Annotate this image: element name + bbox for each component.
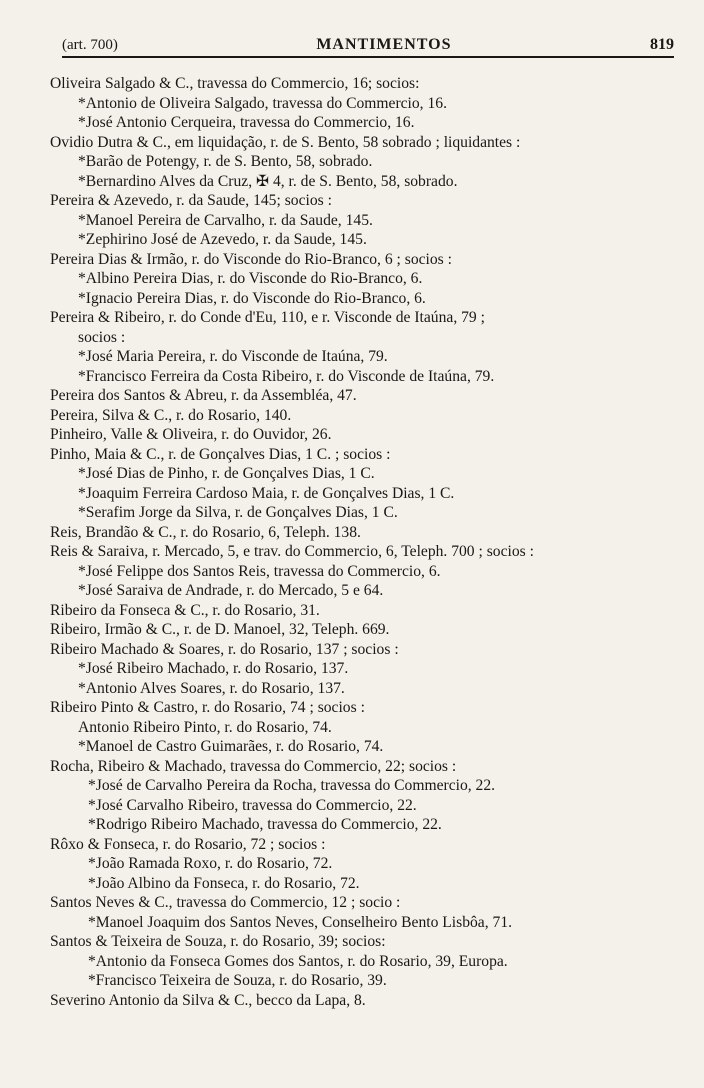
partner-entry: *Bernardino Alves da Cruz, ✠ 4, r. de S. Bento, 58, sobrado. xyxy=(78,172,458,190)
partner-entry: *José Maria Pereira, r. do Visconde de Itaúna, 79. xyxy=(78,348,388,365)
partner-entry: *Barão de Potengy, r. de S. Bento, 58, sobrado. xyxy=(78,153,373,170)
firm-entry: Ribeiro, Irmão & C., r. de D. Manoel, 32, Teleph. 669. xyxy=(50,621,390,638)
partner-entry: socios : xyxy=(78,328,126,346)
firm-entry: Pinho, Maia & C., r. de Gonçalves Dias, 1 C. ; socios : xyxy=(50,445,391,463)
partner-entry: *Manoel Pereira de Carvalho, r. da Saude, 145. xyxy=(78,211,373,229)
firm-entry: Pereira & Azevedo, r. da Saude, 145; socios : xyxy=(50,192,332,209)
page-number: 819 xyxy=(649,36,674,53)
partner-entry: *Antonio de Oliveira Salgado, travessa do Commercio, 16. xyxy=(78,94,447,112)
firm-entry: Pereira & Ribeiro, r. do Conde d'Eu, 110, e r. Visconde de Itaúna, 79 ; xyxy=(50,309,485,326)
partner-entry: *Joaquim Ferreira Cardoso Maia, r. de Gonçalves Dias, 1 C. xyxy=(78,484,455,502)
partner-entry: *Francisco Teixeira de Souza, r. do Rosario, 39. xyxy=(88,972,387,989)
partner-entry: *Antonio da Fonseca Gomes dos Santos, r. do Rosario, 39, Europa. xyxy=(88,952,508,970)
article-reference: (art. 700) xyxy=(62,37,118,53)
firm-entry: Reis & Saraiva, r. Mercado, 5, e trav. do Commercio, 6, Teleph. 700 ; socios : xyxy=(50,543,534,560)
partner-entry: Antonio Ribeiro Pinto, r. do Rosario, 74. xyxy=(78,718,332,736)
firm-entry: Ribeiro Pinto & Castro, r. do Rosario, 74 ; socios : xyxy=(50,699,365,716)
firm-entry: Pereira Dias & Irmão, r. do Visconde do Rio-Branco, 6 ; socios : xyxy=(50,250,452,268)
firm-entry: Rocha, Ribeiro & Machado, travessa do Commercio, 22; socios : xyxy=(50,757,457,775)
partner-entry: *Antonio Alves Soares, r. do Rosario, 137. xyxy=(78,679,345,697)
partner-entry: *José Saraiva de Andrade, r. do Mercado, 5 e 64. xyxy=(78,582,384,599)
firm-entry: Santos & Teixeira de Souza, r. do Rosario, 39; socios: xyxy=(50,933,386,950)
firm-entry: Oliveira Salgado & C., travessa do Commercio, 16; socios: xyxy=(50,75,420,92)
partner-entry: *Serafim Jorge da Silva, r. de Gonçalves Dias, 1 C. xyxy=(78,504,398,521)
partner-entry: *José Carvalho Ribeiro, travessa do Commercio, 22. xyxy=(88,796,417,814)
partner-entry: *José Ribeiro Machado, r. do Rosario, 137. xyxy=(78,660,349,677)
partner-entry: *João Albino da Fonseca, r. do Rosario, 72. xyxy=(88,874,360,892)
partner-entry: *Manoel Joaquim dos Santos Neves, Conselheiro Bento Lisbôa, 71. xyxy=(88,913,513,931)
partner-entry: *Zephirino José de Azevedo, r. da Saude, 145. xyxy=(78,231,367,248)
firm-entry: Santos Neves & C., travessa do Commercio, 12 ; socio : xyxy=(50,894,401,911)
partner-entry: *João Ramada Roxo, r. do Rosario, 72. xyxy=(88,855,333,872)
partner-entry: *Ignacio Pereira Dias, r. do Visconde do Rio-Branco, 6. xyxy=(78,289,426,307)
firm-entry: Severino Antonio da Silva & C., becco da Lapa, 8. xyxy=(50,991,366,1009)
partner-entry: *José Dias de Pinho, r. de Gonçalves Dias, 1 C. xyxy=(78,465,375,482)
firm-entry: Rôxo & Fonseca, r. do Rosario, 72 ; socios : xyxy=(50,835,326,853)
partner-entry: *Albino Pereira Dias, r. do Visconde do Rio-Branco, 6. xyxy=(78,270,423,287)
firm-entry: Pereira, Silva & C., r. do Rosario, 140. xyxy=(50,406,292,424)
partner-entry: *José de Carvalho Pereira da Rocha, travessa do Commercio, 22. xyxy=(88,777,496,794)
section-title: MANTIMENTOS xyxy=(316,36,452,53)
firm-entry: Ribeiro da Fonseca & C., r. do Rosario, 31. xyxy=(50,601,320,619)
page-header xyxy=(62,26,674,58)
partner-entry: *Francisco Ferreira da Costa Ribeiro, r. do Visconde de Itaúna, 79. xyxy=(78,367,495,385)
partner-entry: *José Antonio Cerqueira, travessa do Commercio, 16. xyxy=(78,114,415,131)
firm-entry: Pinheiro, Valle & Oliveira, r. do Ouvidor, 26. xyxy=(50,426,332,443)
partner-entry: *Manoel de Castro Guimarães, r. do Rosario, 74. xyxy=(78,738,384,755)
partner-entry: *Rodrigo Ribeiro Machado, travessa do Commercio, 22. xyxy=(88,816,442,833)
firm-entry: Reis, Brandão & C., r. do Rosario, 6, Teleph. 138. xyxy=(50,523,361,541)
firm-entry: Ribeiro Machado & Soares, r. do Rosario, 137 ; socios : xyxy=(50,640,399,658)
firm-entry: Ovidio Dutra & C., em liquidação, r. de S. Bento, 58 sobrado ; liquidantes : xyxy=(50,133,521,151)
partner-entry: *José Felippe dos Santos Reis, travessa do Commercio, 6. xyxy=(78,562,441,580)
firm-entry: Pereira dos Santos & Abreu, r. da Assembléa, 47. xyxy=(50,387,357,404)
